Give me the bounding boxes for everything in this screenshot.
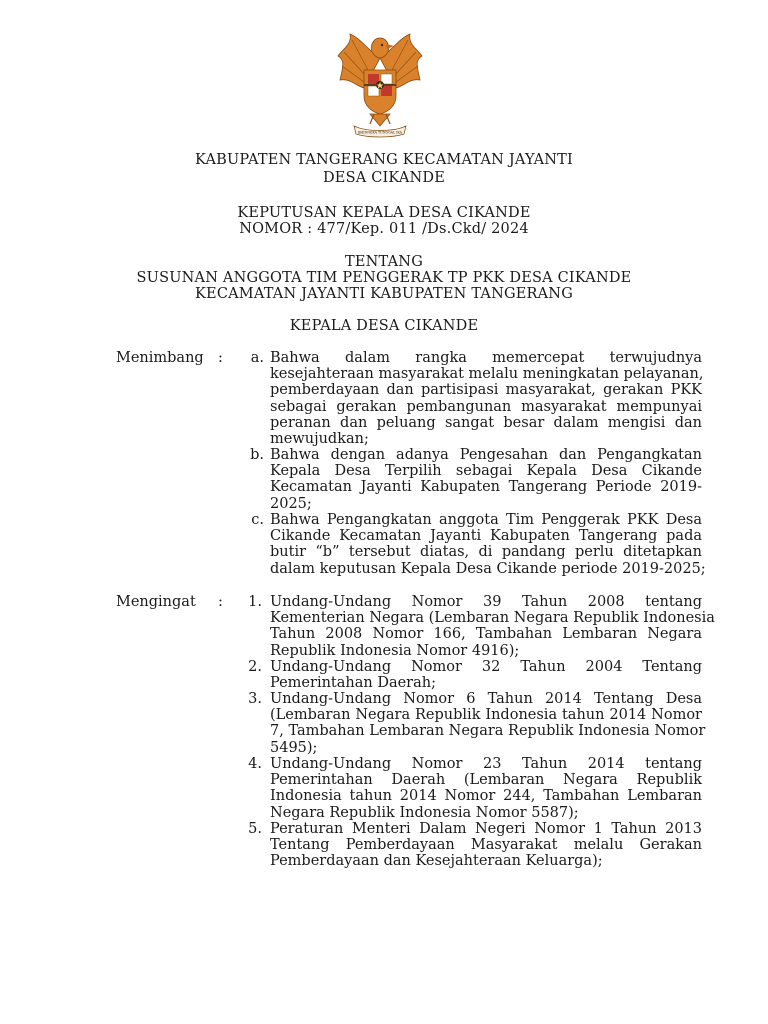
text-line: Undang-Undang Nomor 23 Tahun 2014 tentang <box>270 756 702 772</box>
mengingat-marker-3: 3. <box>248 691 262 707</box>
text-line: Tentang Pemberdayaan Masyarakat melalu Gerakan <box>270 837 702 854</box>
mengingat-marker-1: 1. <box>248 594 262 610</box>
mengingat-item-4 <box>270 756 702 821</box>
text-line: Kepala Desa Terpilih sebagai Kepala Desa Cikande <box>270 463 702 480</box>
menimbang-item-c <box>270 512 706 577</box>
text-line: Indonesia tahun 2014 Nomor 244, Tambahan Lembaran <box>270 788 702 805</box>
menimbang-marker-a: a. <box>250 350 264 366</box>
mengingat-marker-5: 5. <box>248 821 262 837</box>
mengingat-item-2 <box>270 659 702 691</box>
text-line: 2025; <box>270 495 312 512</box>
header-village: DESA CIKANDE <box>322 170 446 186</box>
text-line: Cikande Kecamatan Jayanti Kabupaten Tangerang pada <box>270 528 702 545</box>
mengingat-marker-2: 2. <box>248 659 262 675</box>
text-line: Pemerintahan Daerah (Lembaran Negara Republik <box>270 772 702 789</box>
text-line: Undang-Undang Nomor 6 Tahun 2014 Tentang Desa <box>270 691 702 707</box>
text-line: kesejahteraan masyarakat melalu meningkatan pelayanan, <box>270 366 704 383</box>
text-line: Undang-Undang Nomor 39 Tahun 2008 tentang <box>270 594 702 610</box>
text-line: 5495); <box>270 739 318 756</box>
text-line: Bahwa Pengangkatan anggota Tim Penggerak PKK Desa <box>270 512 702 528</box>
mengingat-colon: : <box>218 594 223 610</box>
text-line: Bahwa dengan adanya Pengesahan dan Pengangkatan <box>270 447 702 463</box>
menimbang-colon: : <box>218 350 223 366</box>
mengingat-label: Mengingat <box>116 594 196 610</box>
mengingat-marker-4: 4. <box>248 756 262 772</box>
decree-number: NOMOR : 477/Kep. 011 /Ds.Ckd/ 2024 <box>239 221 529 237</box>
text-line: butir “b” tersebut diatas, di pandang perlu ditetapkan <box>270 544 702 561</box>
text-line: Negara Republik Indonesia Nomor 5587); <box>270 804 579 821</box>
signatory-heading: KEPALA DESA CIKANDE <box>289 318 479 334</box>
svg-text:BHINNEKA TUNGGAL IKA: BHINNEKA TUNGGAL IKA <box>358 130 402 135</box>
text-line: Undang-Undang Nomor 32 Tahun 2004 Tentang <box>270 659 702 675</box>
menimbang-marker-c: c. <box>251 512 264 528</box>
text-line: Pemberdayaan dan Kesejahteraan Keluarga); <box>270 853 603 870</box>
subject-line-2: KECAMATAN JAYANTI KABUPATEN TANGERANG <box>195 286 573 302</box>
text-line: Kecamatan Jayanti Kabupaten Tangerang Periode 2019- <box>270 479 702 496</box>
text-line: Tahun 2008 Nomor 166, Tambahan Lembaran Negara <box>270 626 702 643</box>
subject-line-1: SUSUNAN ANGGOTA TIM PENGGERAK TP PKK DESA CIKANDE <box>136 270 632 286</box>
text-line: sebagai gerakan pembangunan masyarakat mempunyai <box>270 398 702 415</box>
text-line: 7, Tambahan Lembaran Negara Republik Indonesia Nomor <box>270 723 706 740</box>
text-line: mewujudkan; <box>270 431 369 448</box>
text-line: Bahwa dalam rangka memercepat terwujudnya <box>270 350 702 366</box>
mengingat-item-3 <box>270 691 706 756</box>
mengingat-item-1 <box>270 594 715 659</box>
text-line: peranan dan peluang sangat besar dalam mengisi dan <box>270 414 702 431</box>
tentang-heading: TENTANG <box>345 254 423 270</box>
menimbang-item-a <box>270 350 702 447</box>
text-line: Republik Indonesia Nomor 4916); <box>270 642 520 659</box>
text-line: Kementerian Negara (Lembaran Negara Republik Indonesia <box>270 610 715 627</box>
text-line: Pemerintahan Daerah; <box>270 675 436 692</box>
text-line: (Lembaran Negara Republik Indonesia tahun 2014 Nomor <box>270 707 702 724</box>
decree-title: KEPUTUSAN KEPALA DESA CIKANDE <box>237 205 531 221</box>
menimbang-item-b <box>270 447 702 512</box>
text-line: pemberdayaan dan partisipasi masyarakat, gerakan PKK <box>270 382 702 399</box>
text-line: dalam keputusan Kepala Desa Cikande periode 2019-2025; <box>270 560 706 577</box>
menimbang-marker-b: b. <box>250 447 264 463</box>
header-region: KABUPATEN TANGERANG KECAMATAN JAYANTI <box>195 152 573 168</box>
garuda-emblem-icon <box>330 30 430 140</box>
menimbang-label: Menimbang <box>116 350 204 366</box>
mengingat-item-5 <box>270 821 702 870</box>
text-line: Peraturan Menteri Dalam Negeri Nomor 1 Tahun 2013 <box>270 821 702 837</box>
